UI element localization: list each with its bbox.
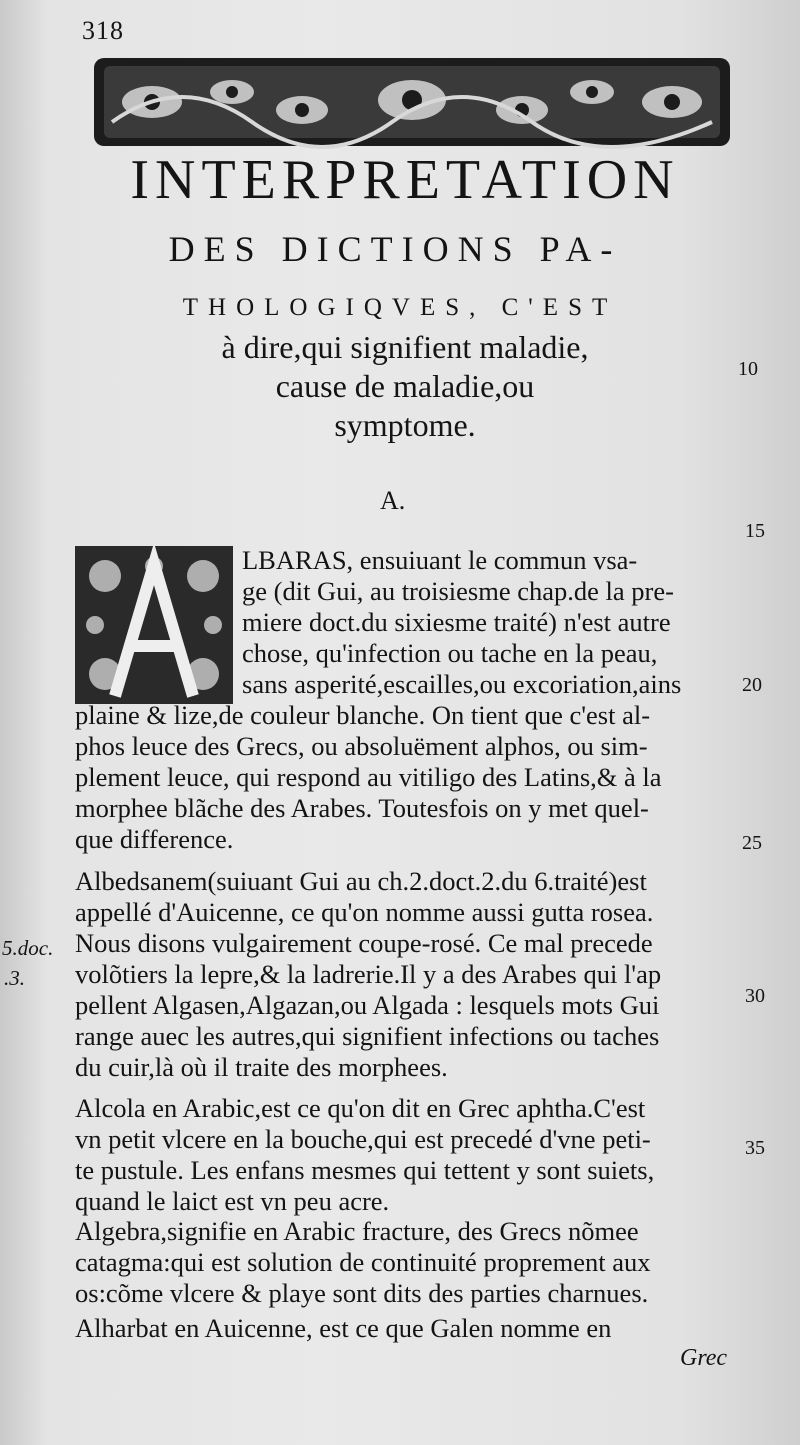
text-line: chose, qu'infection ou tache en la peau,	[242, 638, 658, 668]
entry-algebra	[75, 1216, 737, 1309]
text-line: morphee blãche des Arabes. Toutesfois on y met quel-	[75, 793, 649, 823]
entry-alcola	[75, 1093, 737, 1217]
text-line: pellent Algasen,Algazan,ou Algada : lesquels mots Gui	[75, 990, 660, 1020]
margin-number: 20	[742, 674, 762, 696]
decorative-headpiece	[92, 52, 732, 152]
entry-albaras-body	[75, 700, 737, 855]
text-line: ge (dit Gui, au troisiesme chap.de la pre-	[242, 576, 674, 606]
text-line: sans asperité,escailles,ou excoriation,ains	[242, 669, 682, 699]
title-line-1: INTERPRETATION	[130, 149, 680, 211]
text-line: plement leuce, qui respond au vitiligo des Latins,& à la	[75, 762, 662, 792]
text-line: quand le laict est vn peu acre.	[75, 1186, 390, 1216]
text-line: Algebra,signifie en Arabic fracture, des Grecs nõmee	[75, 1216, 639, 1246]
margin-number: 15	[745, 520, 765, 542]
text-line: LBARAS, ensuiuant le commun vsa-	[242, 545, 638, 575]
margin-number: 35	[745, 1137, 765, 1159]
text-line: range auec les autres,qui signifient infections ou taches	[75, 1021, 660, 1051]
entry-albaras-head	[242, 545, 737, 700]
margin-note: 5.doc.	[2, 936, 54, 960]
text-line: catagma:qui est solution de continuité proprement aux	[75, 1247, 651, 1277]
margin-number: 10	[738, 358, 758, 380]
text-line: appellé d'Auicenne, ce qu'on nomme aussi gutta rosea.	[75, 897, 654, 927]
title-line-3: THOLOGIQVES, C'EST	[182, 294, 618, 321]
text-line: que difference.	[75, 824, 234, 854]
text-line: Alcola en Arabic,est ce qu'on dit en Grec aphtha.C'est	[75, 1093, 646, 1123]
margin-number: 25	[742, 832, 762, 854]
text-line: Nous disons vulgairement coupe-rosé. Ce mal precede	[75, 928, 653, 958]
text-line: Alharbat en Auicenne, est ce que Galen nomme en	[75, 1313, 612, 1343]
page-number: 318	[82, 16, 124, 45]
text-line: os:cõme vlcere & playe sont dits des parties charnues.	[75, 1278, 649, 1308]
entry-alharbat	[75, 1313, 737, 1344]
text-line: phos leuce des Grecs, ou absoluëment alphos, ou sim-	[75, 731, 648, 761]
title-line-4: à dire,qui signifient maladie,	[221, 329, 589, 365]
catchword: Grec	[680, 1345, 728, 1371]
title-line-5: cause de maladie,ou	[275, 368, 535, 404]
text-line: te pustule. Les enfans mesmes qui tettent y sont suiets,	[75, 1155, 655, 1185]
text-line: volõtiers la lepre,& la ladrerie.Il y a des Arabes qui l'ap	[75, 959, 662, 989]
decorated-initial-a	[75, 546, 233, 704]
section-letter: A.	[380, 486, 406, 515]
text-line: du cuir,là où il traite des morphees.	[75, 1052, 448, 1082]
title-subtitle	[140, 328, 670, 445]
margin-note: .3.	[4, 966, 25, 990]
margin-number: 30	[745, 985, 765, 1007]
text-line: Albedsanem(suiuant Gui au ch.2.doct.2.du 6.traité)est	[75, 866, 647, 896]
text-line: plaine & lize,de couleur blanche. On tient que c'est al-	[75, 700, 651, 730]
title-line-6: symptome.	[334, 407, 476, 443]
entry-albedsanem	[75, 866, 737, 1083]
text-line: vn petit vlcere en la bouche,qui est precedé d'vne peti-	[75, 1124, 651, 1154]
title-line-2: DES DICTIONS PA-	[168, 229, 622, 269]
text-line: miere doct.du sixiesme traité) n'est autre	[242, 607, 671, 637]
